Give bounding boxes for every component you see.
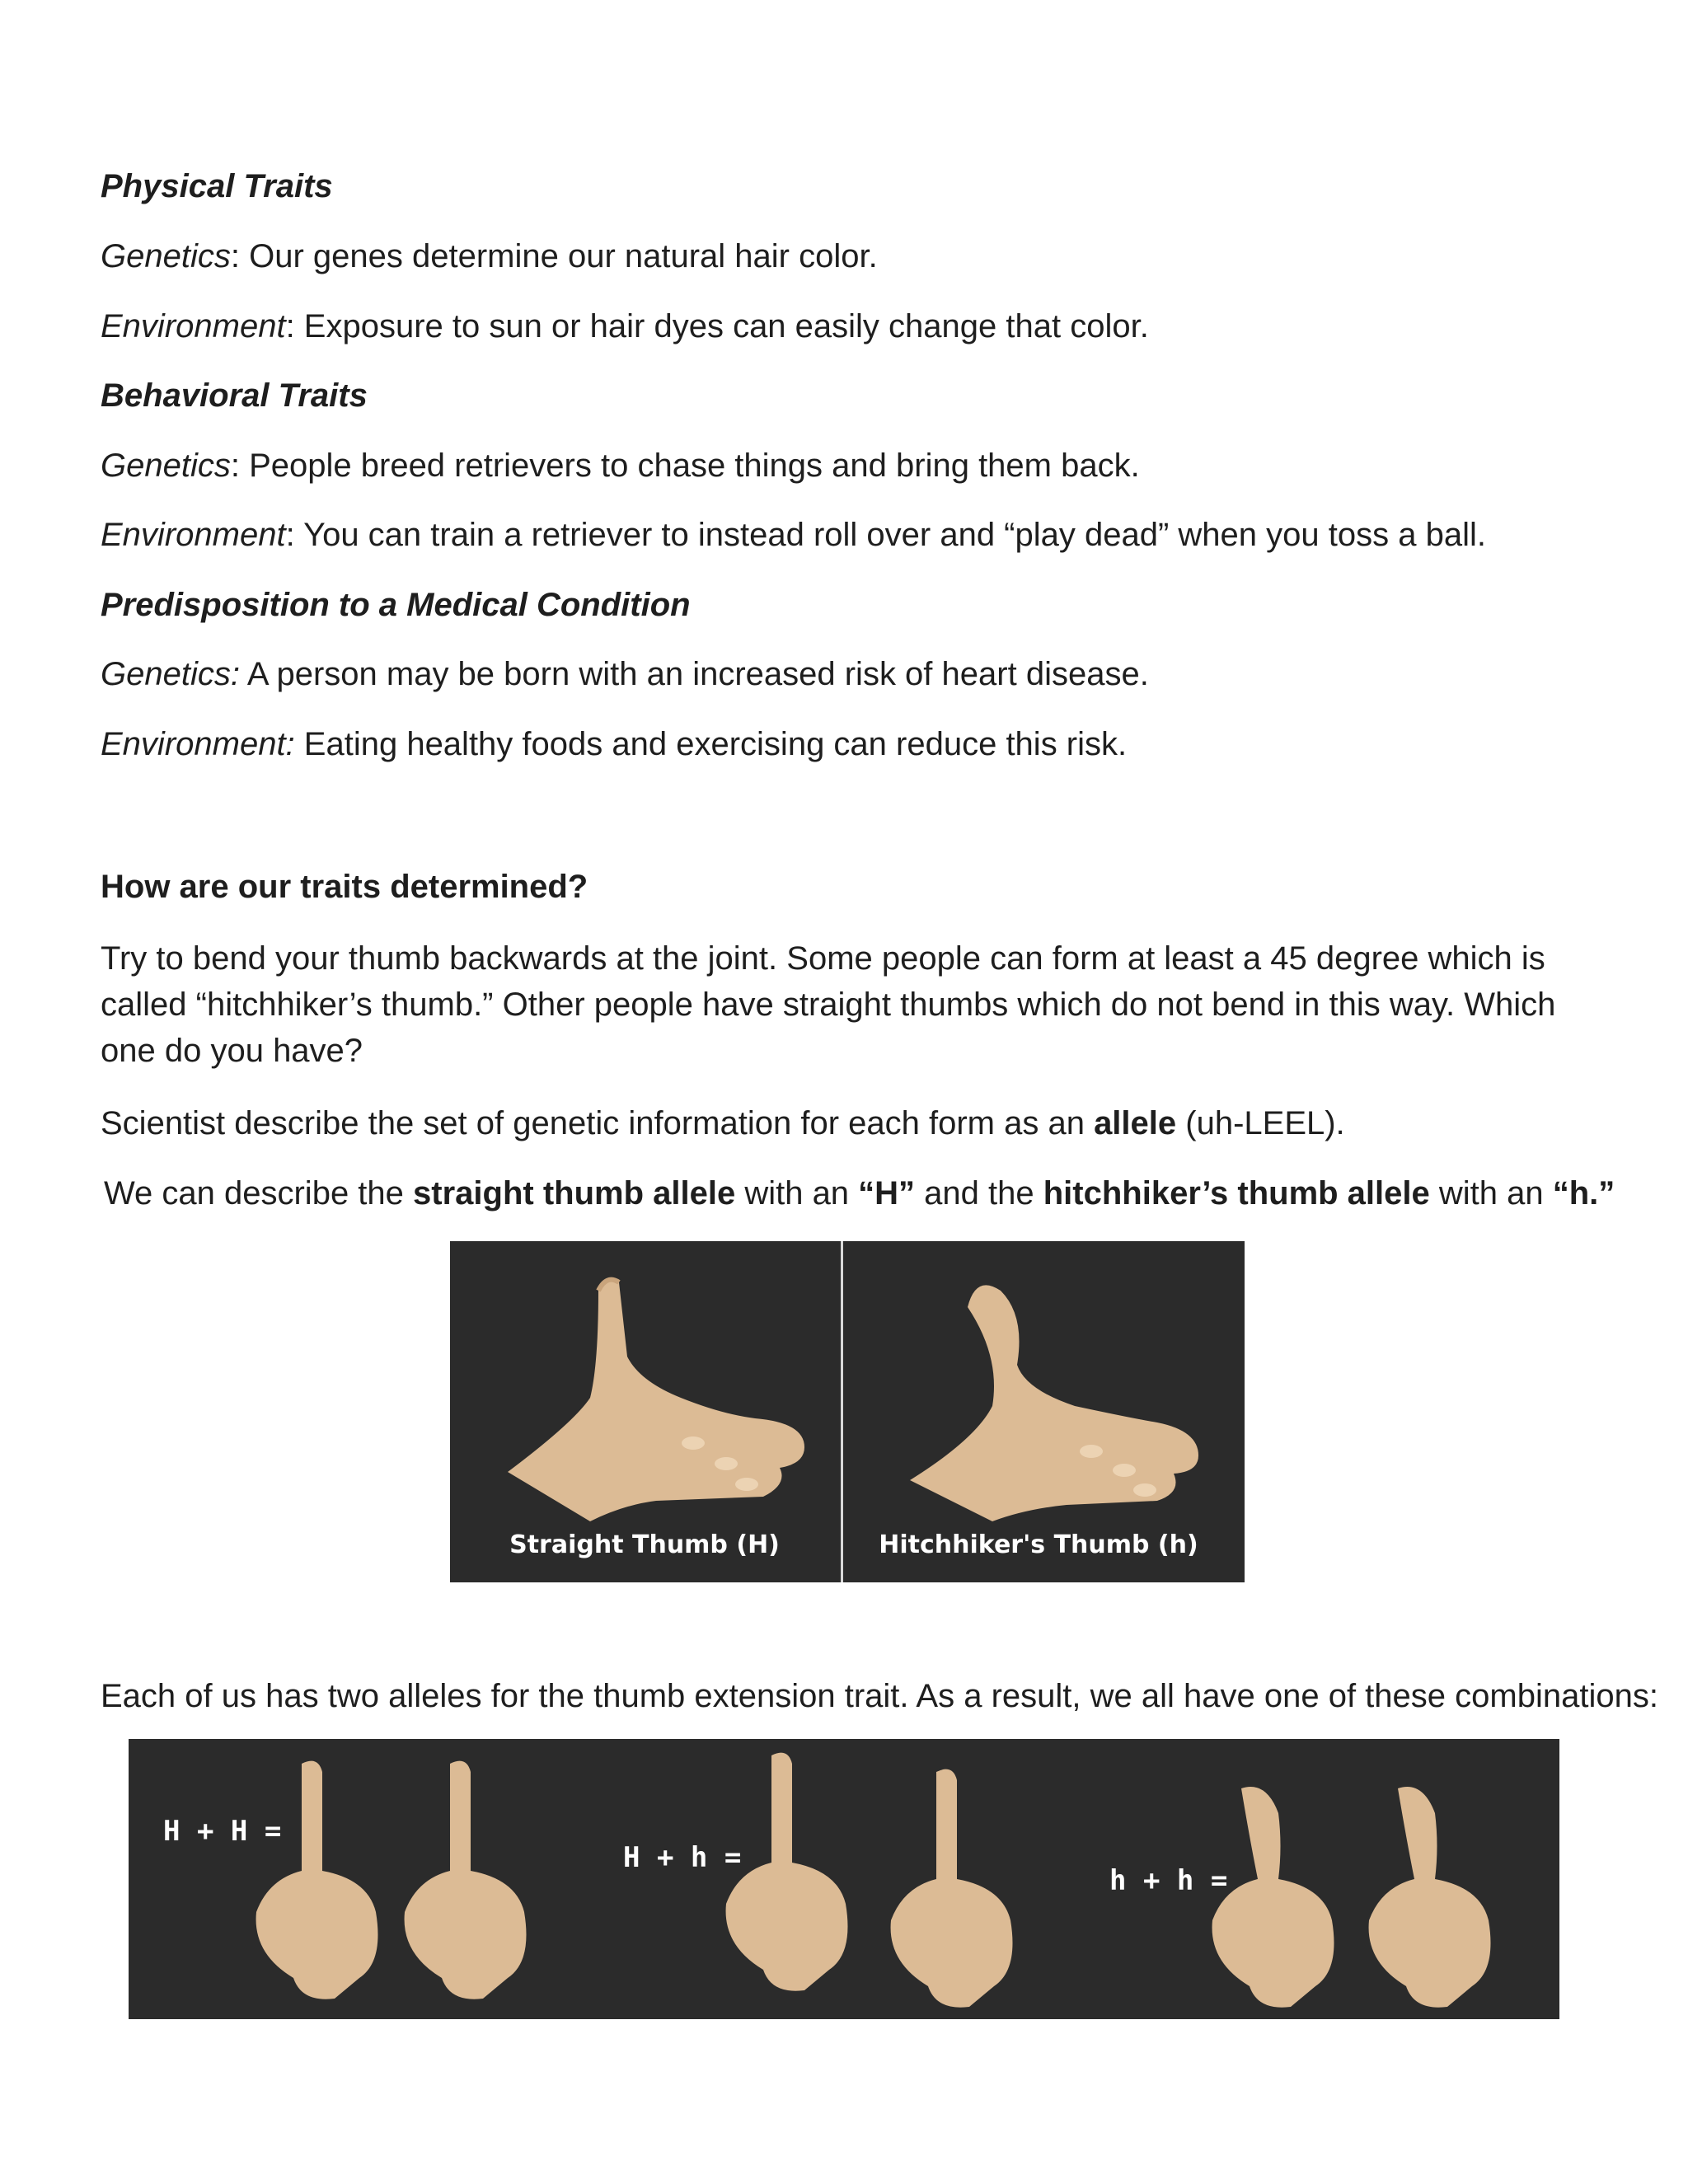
allele-line-start: Scientist describe the set of genetic information for each form as an [101, 1105, 1095, 1141]
hitchhiker-thumb-icon [885, 1258, 1231, 1521]
straight-thumb-icon [244, 1755, 392, 2003]
straight-thumb-caption: Straight Thumb (H) [509, 1530, 780, 1559]
behavioral-traits-heading: Behavioral Traits [101, 377, 368, 414]
environment-text: : Exposure to sun or hair dyes can easily change that color. [285, 308, 1149, 344]
environment-text: Eating healthy foods and exercising can reduce this risk. [294, 726, 1128, 762]
physical-genetics-line [101, 233, 878, 279]
genetics-text: : Our genes determine our natural hair color. [230, 238, 878, 274]
straight-allele-term: straight thumb allele [413, 1175, 736, 1212]
hitchhiker-allele-term: hitchhiker’s thumb allele [1043, 1175, 1430, 1212]
hitchhiker-thumb-panel [844, 1241, 1233, 1582]
allele-symbols-line [104, 1170, 1615, 1216]
combo-Hh-label: H + h = [623, 1841, 742, 1874]
with-an-text: with an [735, 1175, 859, 1212]
and-the-text: and the [915, 1175, 1043, 1212]
environment-label: Environment: [101, 726, 295, 762]
behavioral-environment-line [101, 512, 1486, 558]
recessive-symbol: “h.” [1552, 1175, 1615, 1212]
figure-divider [841, 1241, 843, 1582]
combo-hh-label: h + h = [1109, 1864, 1228, 1897]
with-an-text: with an [1429, 1175, 1553, 1212]
environment-label: Environment [101, 308, 286, 344]
genetics-text: : People breed retrievers to chase things and bring them back. [230, 448, 1140, 484]
medical-environment-line [101, 721, 1127, 767]
hitchhiker-thumb-caption: Hitchhiker's Thumb (h) [879, 1530, 1198, 1559]
physical-environment-line [101, 303, 1149, 349]
medical-genetics-line [101, 651, 1149, 697]
allele-combinations-figure [129, 1739, 1559, 2019]
hitchhiker-thumb-icon [1357, 1780, 1505, 2011]
environment-label: Environment [101, 517, 286, 553]
dominant-symbol: “H” [858, 1175, 916, 1212]
genetics-label: Genetics [101, 448, 231, 484]
allele-term: allele [1094, 1105, 1177, 1141]
combo-HH-label: H + H = [163, 1815, 282, 1848]
straight-thumb-panel [450, 1241, 839, 1582]
behavioral-genetics-line [101, 443, 1140, 489]
straight-thumb-icon [475, 1258, 821, 1521]
combinations-line: Each of us has two alleles for the thumb extension trait. As a result, we all have one of these combinations: [101, 1678, 1658, 1714]
genetics-label: Genetics [101, 238, 231, 274]
thumb-types-figure [450, 1241, 1245, 1582]
physical-traits-heading: Physical Traits [101, 168, 333, 204]
allele-definition-line [101, 1100, 1345, 1146]
hitchhiker-thumb-icon [1200, 1780, 1348, 2011]
genetics-label: Genetics: [101, 656, 240, 692]
allele-line-end: (uh-LEEL). [1176, 1105, 1345, 1141]
straight-thumb-icon [714, 1747, 862, 1994]
straight-thumb-icon [879, 1764, 1027, 2011]
traits-question-heading: How are our traits determined? [101, 869, 588, 905]
environment-text: : You can train a retriever to instead roll over and “play dead” when you toss a ball. [285, 517, 1486, 553]
medical-condition-heading: Predisposition to a Medical Condition [101, 587, 691, 623]
thumb-paragraph: Try to bend your thumb backwards at the joint. Some people can form at least a 45 degree which is called “hitchhiker’s thumb.” Other people have straight thumbs which do not bend in this way. Which one do you have? [101, 940, 1556, 1069]
genetics-text: A person may be born with an increased risk of heart disease. [239, 656, 1149, 692]
describe-start: We can describe the [104, 1175, 414, 1212]
straight-thumb-icon [392, 1755, 541, 2003]
